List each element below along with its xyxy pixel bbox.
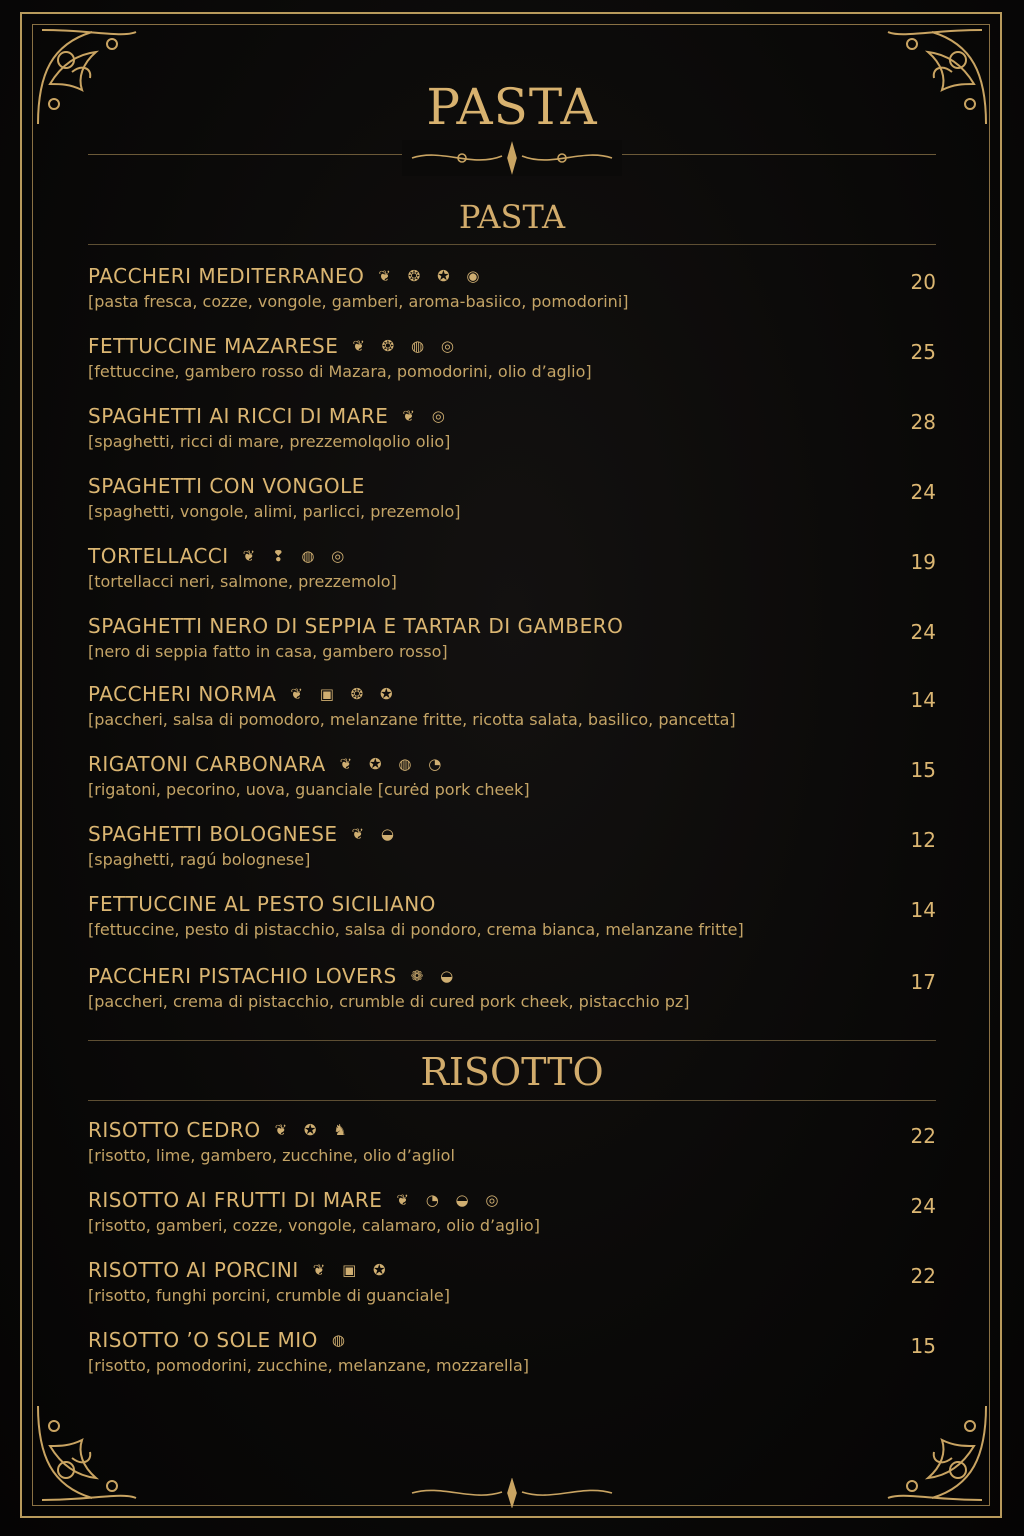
item-price: 20	[910, 270, 936, 294]
item-description: [nero di seppia fatto in casa, gambero rosso]	[88, 642, 448, 661]
item-name: FETTUCCINE AL PESTO SICILIANO	[88, 892, 436, 916]
item-price: 12	[910, 828, 936, 852]
item-description: [rigatoni, pecorino, uova, guanciale [curėd pork cheek]	[88, 780, 530, 799]
dietary-icons: ❦ ❢ ◍ ◎	[242, 547, 351, 565]
item-description: [tortellacci neri, salmone, prezzemolo]	[88, 572, 397, 591]
section-divider	[88, 1100, 936, 1101]
menu-item	[88, 334, 936, 381]
item-name: PACCHERI PISTACHIO LOVERS	[88, 964, 397, 988]
dietary-icons: ❦ ▣ ✪	[312, 1261, 392, 1279]
item-price: 22	[910, 1124, 936, 1148]
item-description: [fettuccine, pesto di pistacchio, salsa di pondoro, crema bianca, melanzane fritte]	[88, 920, 744, 939]
item-price: 24	[910, 480, 936, 504]
corner-ornament-icon	[32, 1396, 142, 1506]
item-name: RISOTTO AI FRUTTI DI MARE	[88, 1188, 383, 1212]
menu-item	[88, 1188, 936, 1235]
item-name: SPAGHETTI AI RICCI DI MARE	[88, 404, 389, 428]
flourish-divider-icon	[402, 140, 622, 176]
item-name: RISOTTO CEDRO	[88, 1118, 261, 1142]
menu-item	[88, 892, 936, 939]
item-price: 15	[910, 758, 936, 782]
item-name: RISOTTO AI PORCINI	[88, 1258, 299, 1282]
menu-item	[88, 474, 936, 521]
dietary-icons: ❦ ◔ ◒ ◎	[396, 1191, 505, 1209]
menu-item	[88, 1118, 936, 1165]
menu-item	[88, 264, 936, 311]
menu-item	[88, 822, 936, 869]
item-price: 19	[910, 550, 936, 574]
item-description: [fettuccine, gambero rosso di Mazara, pomodorini, olio d’aglio]	[88, 362, 592, 381]
item-description: [risotto, funghi porcini, crumble di guanciale]	[88, 1286, 450, 1305]
item-price: 24	[910, 1194, 936, 1218]
dietary-icons: ❦ ❂ ✪ ◉	[378, 267, 486, 285]
menu-item	[88, 752, 936, 799]
dietary-icons: ◍	[331, 1331, 351, 1349]
page-title: PASTA	[426, 78, 598, 136]
item-name: TORTELLACCI	[88, 544, 229, 568]
item-description: [paccheri, salsa di pomodoro, melanzane fritte, ricotta salata, basilico, pancetta]	[88, 710, 736, 729]
bottom-flourish-icon	[402, 1478, 622, 1508]
dietary-icons: ❦ ◎	[402, 407, 451, 425]
dietary-icons: ❦ ▣ ❂ ✪	[290, 685, 399, 703]
item-price: 15	[910, 1334, 936, 1358]
item-name: PACCHERI NORMA	[88, 682, 277, 706]
item-price: 28	[910, 410, 936, 434]
dietary-icons: ❦ ❂ ◍ ◎	[352, 337, 460, 355]
menu-item	[88, 1258, 936, 1305]
item-name: RIGATONI CARBONARA	[88, 752, 326, 776]
section-divider	[88, 1040, 936, 1041]
item-price: 22	[910, 1264, 936, 1288]
section-heading-risotto: RISOTTO	[420, 1050, 604, 1094]
item-price: 14	[910, 898, 936, 922]
item-description: [spaghetti, vongole, alimi, parlicci, prezemolo]	[88, 502, 461, 521]
menu-item	[88, 682, 936, 729]
item-description: [risotto, pomodorini, zucchine, melanzane, mozzarella]	[88, 1356, 529, 1375]
item-name: SPAGHETTI CON VONGOLE	[88, 474, 365, 498]
dietary-icons: ❦ ◒	[351, 825, 400, 843]
item-description: [risotto, gamberi, cozze, vongole, calamaro, olio d’aglio]	[88, 1216, 540, 1235]
menu-item	[88, 1328, 936, 1375]
dietary-icons: ❁ ◒	[410, 967, 460, 985]
dietary-icons: ❦ ✪ ♞	[274, 1121, 353, 1139]
item-description: [spaghetti, ricci di mare, prezzemolqolio olio]	[88, 432, 451, 451]
menu-item	[88, 404, 936, 451]
item-description: [spaghetti, ragú bolognese]	[88, 850, 311, 869]
item-name: SPAGHETTI NERO DI SEPPIA E TARTAR DI GAMBERO	[88, 614, 624, 638]
dietary-icons: ❦ ✪ ◍ ◔	[339, 755, 448, 773]
item-price: 17	[910, 970, 936, 994]
item-description: [risotto, lime, gambero, zucchine, olio d’agliol	[88, 1146, 455, 1165]
item-name: SPAGHETTI BOLOGNESE	[88, 822, 338, 846]
menu-item	[88, 614, 936, 661]
item-price: 25	[910, 340, 936, 364]
section-heading-pasta: PASTA	[458, 198, 566, 236]
item-description: [paccheri, crema di pistacchio, crumble di cured pork cheek, pistacchio pz]	[88, 992, 690, 1011]
menu-item	[88, 544, 936, 591]
corner-ornament-icon	[882, 1396, 992, 1506]
item-price: 14	[910, 688, 936, 712]
item-name: FETTUCCINE MAZARESE	[88, 334, 339, 358]
item-description: [pasta fresca, cozze, vongole, gamberi, aroma-basiico, pomodorini]	[88, 292, 629, 311]
item-name: PACCHERI MEDITERRANEO	[88, 264, 365, 288]
item-price: 24	[910, 620, 936, 644]
menu-item	[88, 964, 936, 1011]
item-name: RISOTTO ’O SOLE MIO	[88, 1328, 318, 1352]
section-divider	[88, 244, 936, 245]
